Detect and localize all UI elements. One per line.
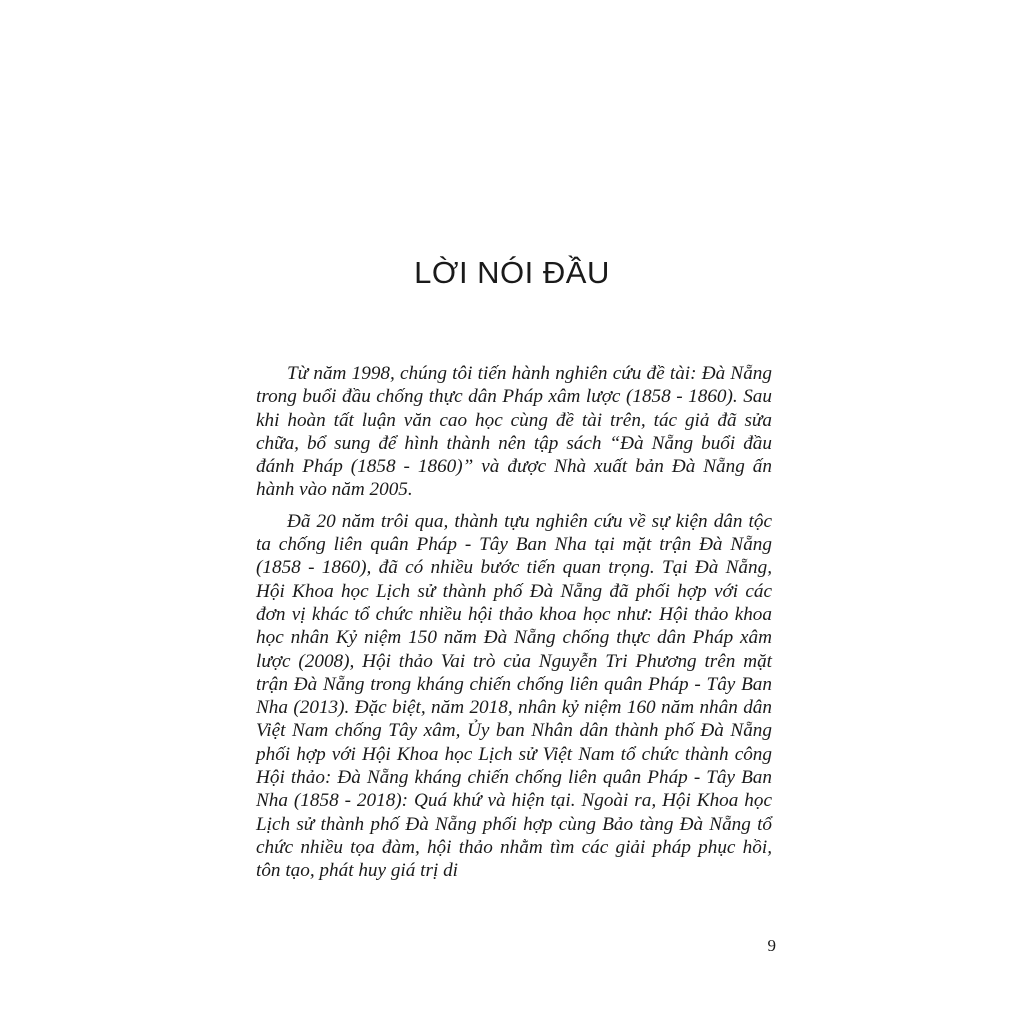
body-text: [256, 362, 772, 883]
page-number: 9: [767, 936, 776, 955]
page-title: LỜI NÓI ĐẦU: [414, 255, 610, 290]
paragraph-2: Đã 20 năm trôi qua, thành tựu nghiên cứu về sự kiện dân tộc ta chống liên quân Pháp - Tây Ban Nha tại mặt trận Đà Nẵng (1858 - 1860), đã có nhiều bước tiến quan trọng. Tại Đà Nẵng, Hội Khoa học Lịch sử thành phố Đà Nẵng đã phối hợp với các đơn vị khác tổ chức nhiều hội thảo khoa học như: Hội thảo khoa học nhân Kỷ niệm 150 năm Đà Nẵng chống thực dân Pháp xâm lược (2008), Hội thảo Vai trò của Nguyễn Tri Phương trên mặt trận Đà Nẵng trong kháng chiến chống liên quân Pháp - Tây Ban Nha (2013). Đặc biệt, năm 2018, nhân kỷ niệm 160 năm nhân dân Việt Nam chống Tây xâm, Ủy ban Nhân dân thành phố Đà Nẵng phối hợp với Hội Khoa học Lịch sử Việt Nam tổ chức thành công Hội thảo: Đà Nẵng kháng chiến chống liên quân Pháp - Tây Ban Nha (1858 - 2018): Quá khứ và hiện tại. Ngoài ra, Hội Khoa học Lịch sử thành phố Đà Nẵng phối hợp cùng Bảo tàng Đà Nẵng tổ chức nhiều tọa đàm, hội thảo nhằm tìm các giải pháp phục hồi, tôn tạo, phát huy giá trị di: [256, 510, 772, 882]
paragraph-1: Từ năm 1998, chúng tôi tiến hành nghiên cứu đề tài: Đà Nẵng trong buổi đầu chống thực dân Pháp xâm lược (1858 - 1860). Sau khi hoàn tất luận văn cao học cùng đề tài trên, tác giả đã sửa chữa, bổ sung để hình thành nên tập sách “Đà Nẵng buổi đầu đánh Pháp (1858 - 1860)” và được Nhà xuất bản Đà Nẵng ấn hành vào năm 2005.: [256, 363, 772, 501]
